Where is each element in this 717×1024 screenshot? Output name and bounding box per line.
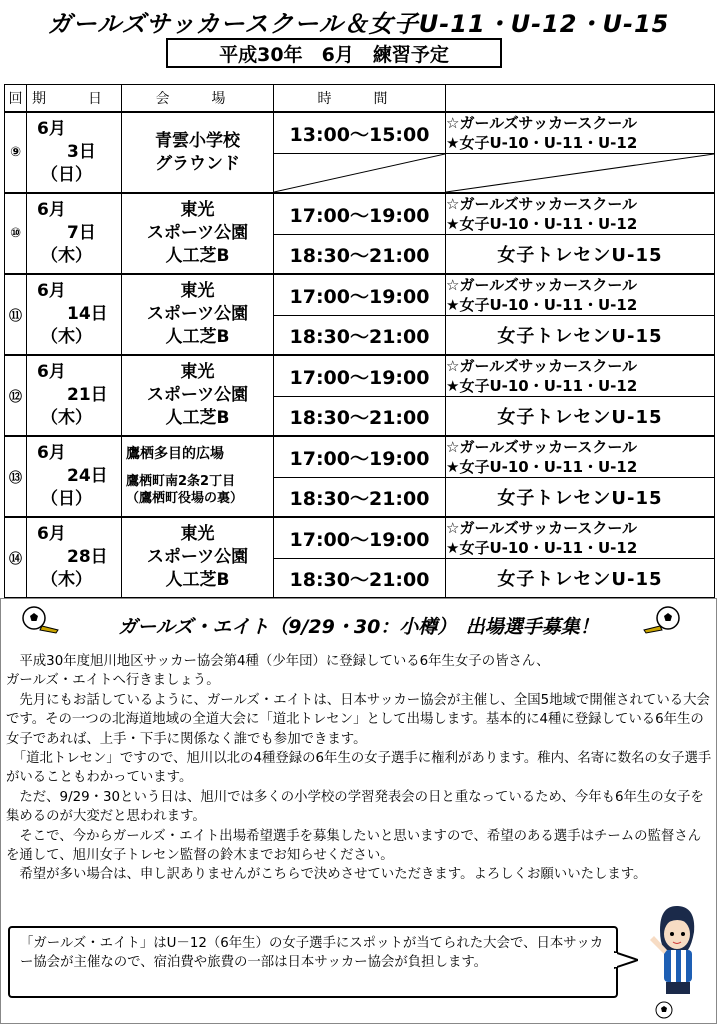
header-venue: 会 場 bbox=[122, 85, 274, 113]
session-number: ⑨ bbox=[5, 112, 27, 193]
date-day: 14日 bbox=[67, 304, 108, 324]
notice-paragraph: 「道北トレセン」ですので、旭川以北の4種登録の6年生の女子選手に権利があります。稚内、名寄に数名の女子選手がいることもわかっています。 bbox=[6, 751, 712, 786]
session-program bbox=[446, 193, 715, 235]
session-program bbox=[446, 517, 715, 559]
schedule-table bbox=[4, 84, 715, 598]
session-date bbox=[27, 517, 122, 598]
notice-paragraph: ガールズ・エイトへ行きましょう。 bbox=[6, 673, 220, 689]
venue-line: 鷹栖町南2条2丁目 bbox=[126, 474, 236, 489]
header-date: 期 日 bbox=[27, 85, 122, 113]
program-line: ★女子U-10・U-11・U-12 bbox=[446, 539, 638, 557]
notice-paragraph: ただ、9/29・30という日は、旭川では多くの小学校の学習発表会の日と重なっているため、今年も6年生の女子を集めるのが大変だと思われます。 bbox=[6, 789, 704, 825]
program-line: ☆ガールズサッカースクール bbox=[446, 276, 638, 294]
session-program bbox=[446, 355, 715, 397]
session-venue bbox=[122, 517, 274, 598]
venue-line: スポーツ公園 bbox=[146, 385, 249, 405]
session-date bbox=[27, 274, 122, 355]
session-date bbox=[27, 355, 122, 436]
date-month: 6月 bbox=[37, 443, 66, 463]
session-venue bbox=[122, 436, 274, 517]
session-time: 18:30～21:00 bbox=[274, 316, 446, 356]
session-time: 18:30～21:00 bbox=[274, 478, 446, 518]
date-day: 21日 bbox=[67, 385, 108, 405]
empty-program-cell bbox=[446, 154, 715, 194]
notice-paragraph: 先月にもお話しているように、ガールズ・エイトは、日本サッカー協会が主催し、全国5地域で開催されている大会です。その一つの北海道地域の全道大会に「道北トレセン」として出場します。基本的に4種に登録している6年生の女子であれば、上手・下手に関係なく誰でも参加できます。 bbox=[6, 692, 710, 747]
program-line: ☆ガールズサッカースクール bbox=[446, 114, 638, 132]
callout-box: 「ガールズ・エイト」はU－12（6年生）の女子選手にスポットが当てられた大会で、日本サッカー協会が主催なので、宿泊費や旅費の一部は日本サッカー協会が負担します。 bbox=[8, 926, 618, 998]
session-time: 18:30～21:00 bbox=[274, 235, 446, 275]
table-row bbox=[5, 517, 715, 559]
header-num: 回 bbox=[5, 85, 27, 113]
session-date bbox=[27, 193, 122, 274]
session-time: 17:00～19:00 bbox=[274, 274, 446, 316]
program-line: ★女子U-10・U-11・U-12 bbox=[446, 296, 638, 314]
session-time: 18:30～21:00 bbox=[274, 397, 446, 437]
program-line: ☆ガールズサッカースクール bbox=[446, 438, 638, 456]
date-weekday: （日） bbox=[41, 489, 92, 509]
venue-line: スポーツ公園 bbox=[146, 223, 249, 243]
table-row bbox=[5, 274, 715, 316]
date-month: 6月 bbox=[37, 281, 66, 301]
session-time: 17:00～19:00 bbox=[274, 517, 446, 559]
session-program bbox=[446, 274, 715, 316]
date-month: 6月 bbox=[37, 524, 66, 544]
venue-line: 鷹栖多目的広場 bbox=[126, 446, 224, 462]
session-program: 女子トレセンU-15 bbox=[446, 235, 715, 275]
program-line: ★女子U-10・U-11・U-12 bbox=[446, 215, 638, 233]
venue-line: 人工芝B bbox=[165, 408, 230, 428]
date-month: 6月 bbox=[37, 362, 66, 382]
date-weekday: （木） bbox=[41, 570, 92, 590]
session-program: 女子トレセンU-15 bbox=[446, 316, 715, 356]
notice-paragraph: 希望が多い場合は、申し訳ありませんがこちらで決めさせていただきます。よろしくお願いいたします。 bbox=[6, 867, 647, 883]
program-line: ★女子U-10・U-11・U-12 bbox=[446, 377, 638, 395]
venue-line: 東光 bbox=[180, 281, 215, 301]
session-program bbox=[446, 436, 715, 478]
page-subtitle: 平成30年 6月 練習予定 bbox=[166, 38, 502, 68]
session-time: 17:00～19:00 bbox=[274, 193, 446, 235]
venue-line: グラウンド bbox=[155, 153, 240, 174]
venue-line: 人工芝B bbox=[165, 570, 230, 590]
session-date bbox=[27, 112, 122, 193]
table-row bbox=[5, 112, 715, 154]
session-program bbox=[446, 112, 715, 154]
session-time: 18:30～21:00 bbox=[274, 559, 446, 598]
session-date bbox=[27, 436, 122, 517]
venue-line: （鷹栖町役場の裏） bbox=[126, 491, 244, 506]
session-program: 女子トレセンU-15 bbox=[446, 478, 715, 518]
table-row bbox=[5, 355, 715, 397]
empty-time-cell bbox=[274, 154, 446, 194]
session-program: 女子トレセンU-15 bbox=[446, 397, 715, 437]
date-weekday: （木） bbox=[41, 246, 92, 266]
session-number: ⑬ bbox=[5, 436, 27, 517]
program-line: ☆ガールズサッカースクール bbox=[446, 519, 638, 537]
session-number: ⑭ bbox=[5, 517, 27, 598]
venue-line: 人工芝B bbox=[165, 327, 230, 347]
venue-line: 東光 bbox=[180, 362, 215, 382]
date-weekday: （日） bbox=[41, 165, 92, 185]
session-venue bbox=[122, 355, 274, 436]
notice-heading: ガールズ・エイト（9/29・30：小樽） 出場選手募集！ bbox=[118, 616, 599, 638]
date-day: 28日 bbox=[67, 547, 108, 567]
table-header-row bbox=[5, 85, 715, 113]
session-time: 13:00～15:00 bbox=[274, 112, 446, 154]
notice-paragraph: 平成30年度旭川地区サッカー協会第4種（少年団）に登録している6年生女子の皆さん、 bbox=[6, 654, 550, 669]
session-number: ⑪ bbox=[5, 274, 27, 355]
date-month: 6月 bbox=[37, 119, 66, 139]
venue-line: スポーツ公園 bbox=[146, 304, 249, 324]
girl-soccer-player-icon bbox=[640, 900, 710, 1020]
date-day: 24日 bbox=[67, 466, 108, 486]
date-month: 6月 bbox=[37, 200, 66, 220]
table-row bbox=[5, 436, 715, 478]
venue-line: 東光 bbox=[180, 524, 215, 544]
header-program bbox=[446, 85, 715, 113]
session-time: 17:00～19:00 bbox=[274, 355, 446, 397]
table-row bbox=[5, 193, 715, 235]
callout-tail-icon bbox=[614, 950, 638, 970]
session-number: ⑩ bbox=[5, 193, 27, 274]
session-time: 17:00～19:00 bbox=[274, 436, 446, 478]
header-time: 時 間 bbox=[274, 85, 446, 113]
program-line: ★女子U-10・U-11・U-12 bbox=[446, 134, 638, 152]
venue-line: 人工芝B bbox=[165, 246, 230, 266]
date-day: 3日 bbox=[67, 142, 96, 162]
venue-line: スポーツ公園 bbox=[146, 547, 249, 567]
session-venue bbox=[122, 274, 274, 355]
session-program: 女子トレセンU-15 bbox=[446, 559, 715, 598]
program-line: ☆ガールズサッカースクール bbox=[446, 357, 638, 375]
date-day: 7日 bbox=[67, 223, 96, 243]
program-line: ☆ガールズサッカースクール bbox=[446, 195, 638, 213]
page-title: ガールズサッカースクール＆女子U-11・U-12・U-15 bbox=[47, 10, 670, 38]
notice-paragraph: そこで、今からガールズ・エイト出場希望選手を募集したいと思いますので、希望のある選手はチームの監督さんを通して、旭川女子トレセン監督の鈴木までお知らせください。 bbox=[6, 828, 702, 864]
session-venue bbox=[122, 193, 274, 274]
session-venue bbox=[122, 112, 274, 193]
program-line: ★女子U-10・U-11・U-12 bbox=[446, 458, 638, 476]
session-number: ⑫ bbox=[5, 355, 27, 436]
venue-line: 東光 bbox=[180, 200, 215, 220]
date-weekday: （木） bbox=[41, 327, 92, 347]
venue-line: 青雲小学校 bbox=[155, 130, 240, 151]
date-weekday: （木） bbox=[41, 408, 92, 428]
notice-body bbox=[6, 652, 712, 885]
